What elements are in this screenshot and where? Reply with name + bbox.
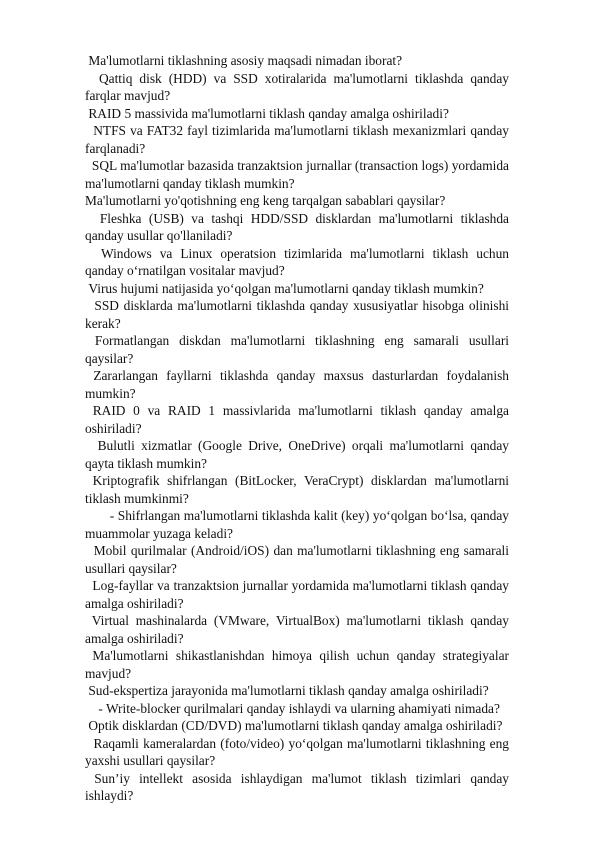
question-line: Virtual mashinalarda (VMware, VirtualBox) ma'lumotlarni tiklash qanday amalga oshiriladi? (85, 613, 513, 646)
question-line: NTFS va FAT32 fayl tizimlarida ma'lumotlarni tiklash mexanizmlari qanday farqlanadi? (85, 123, 513, 156)
question-line: Ma'lumotlarni yo'qotishning eng keng tarqalgan sabablari qaysilar? (85, 193, 446, 208)
question-line: Ma'lumotlarni shikastlanishdan himoya qilish uchun qanday strategiyalar mavjud? (85, 648, 513, 681)
question-line: Sun’iy intellekt asosida ishlaydigan ma'lumot tiklash tizimlari qanday ishlaydi? (85, 770, 513, 803)
question-line: SQL ma'lumotlar bazasida tranzaktsion jurnallar (transaction logs) yordamida ma'lumotlarni qanday tiklash mumkin? (85, 158, 513, 191)
question-line: - Shifrlangan ma'lumotlarni tiklashda kalit (key) yo‘qolgan bo‘lsa, qanday muammolar yuzaga keladi? (85, 508, 513, 541)
question-line: RAID 5 massivida ma'lumotlarni tiklash qanday amalga oshiriladi? (85, 105, 449, 121)
question-line: RAID 0 va RAID 1 massivlarida ma'lumotlarni tiklash qanday amalga oshiriladi? (85, 403, 513, 436)
document-page (85, 52, 513, 805)
question-line: Virus hujumi natijasida yo‘qolgan ma'lumotlarni qanday tiklash mumkin? (85, 280, 484, 296)
question-line: SSD disklarda ma'lumotlarni tiklashda qanday xususiyatlar hisobga olinishi kerak? (85, 298, 513, 331)
question-line: Formatlangan diskdan ma'lumotlarni tiklashning eng samarali usullari qaysilar? (85, 333, 513, 366)
question-line: Mobil qurilmalar (Android/iOS) dan ma'lumotlarni tiklashning eng samarali usullari qaysilar? (85, 543, 513, 576)
question-line: Ma'lumotlarni tiklashning asosiy maqsadi nimadan iborat? (85, 53, 403, 68)
question-line: Zararlangan fayllarni tiklashda qanday maxsus dasturlardan foydalanish mumkin? (85, 368, 513, 401)
question-line: Qattiq disk (HDD) va SSD xotiralarida ma'lumotlarni tiklashda qanday farqlar mavjud? (85, 70, 513, 103)
question-line: Kriptografik shifrlangan (BitLocker, VeraCrypt) disklardan ma'lumotlarni tiklash mumkinmi? (85, 473, 513, 506)
question-line: Raqamli kameralardan (foto/video) yo‘qolgan ma'lumotlarni tiklashning eng yaxshi usullari qaysilar? (85, 735, 513, 768)
question-line: Bulutli xizmatlar (Google Drive, OneDrive) orqali ma'lumotlarni qanday qayta tiklash mumkin? (85, 438, 513, 471)
question-line: Sud-ekspertiza jarayonida ma'lumotlarni tiklash qanday amalga oshiriladi? (85, 683, 489, 698)
question-line: Fleshka (USB) va tashqi HDD/SSD disklardan ma'lumotlarni tiklashda qanday usullar qo'llaniladi? (85, 210, 513, 243)
question-line: Log-fayllar va tranzaktsion jurnallar yordamida ma'lumotlarni tiklash qanday amalga oshiriladi? (85, 578, 513, 611)
question-line: - Write-blocker qurilmalari qanday ishlaydi va ularning ahamiyati nimada? (85, 700, 500, 716)
question-line: Optik disklardan (CD/DVD) ma'lumotlarni tiklash qanday amalga oshiriladi? (85, 718, 503, 733)
question-line: Windows va Linux operatsion tizimlarida ma'lumotlarni tiklash uchun qanday o‘rnatilgan vositalar mavjud? (85, 245, 513, 278)
